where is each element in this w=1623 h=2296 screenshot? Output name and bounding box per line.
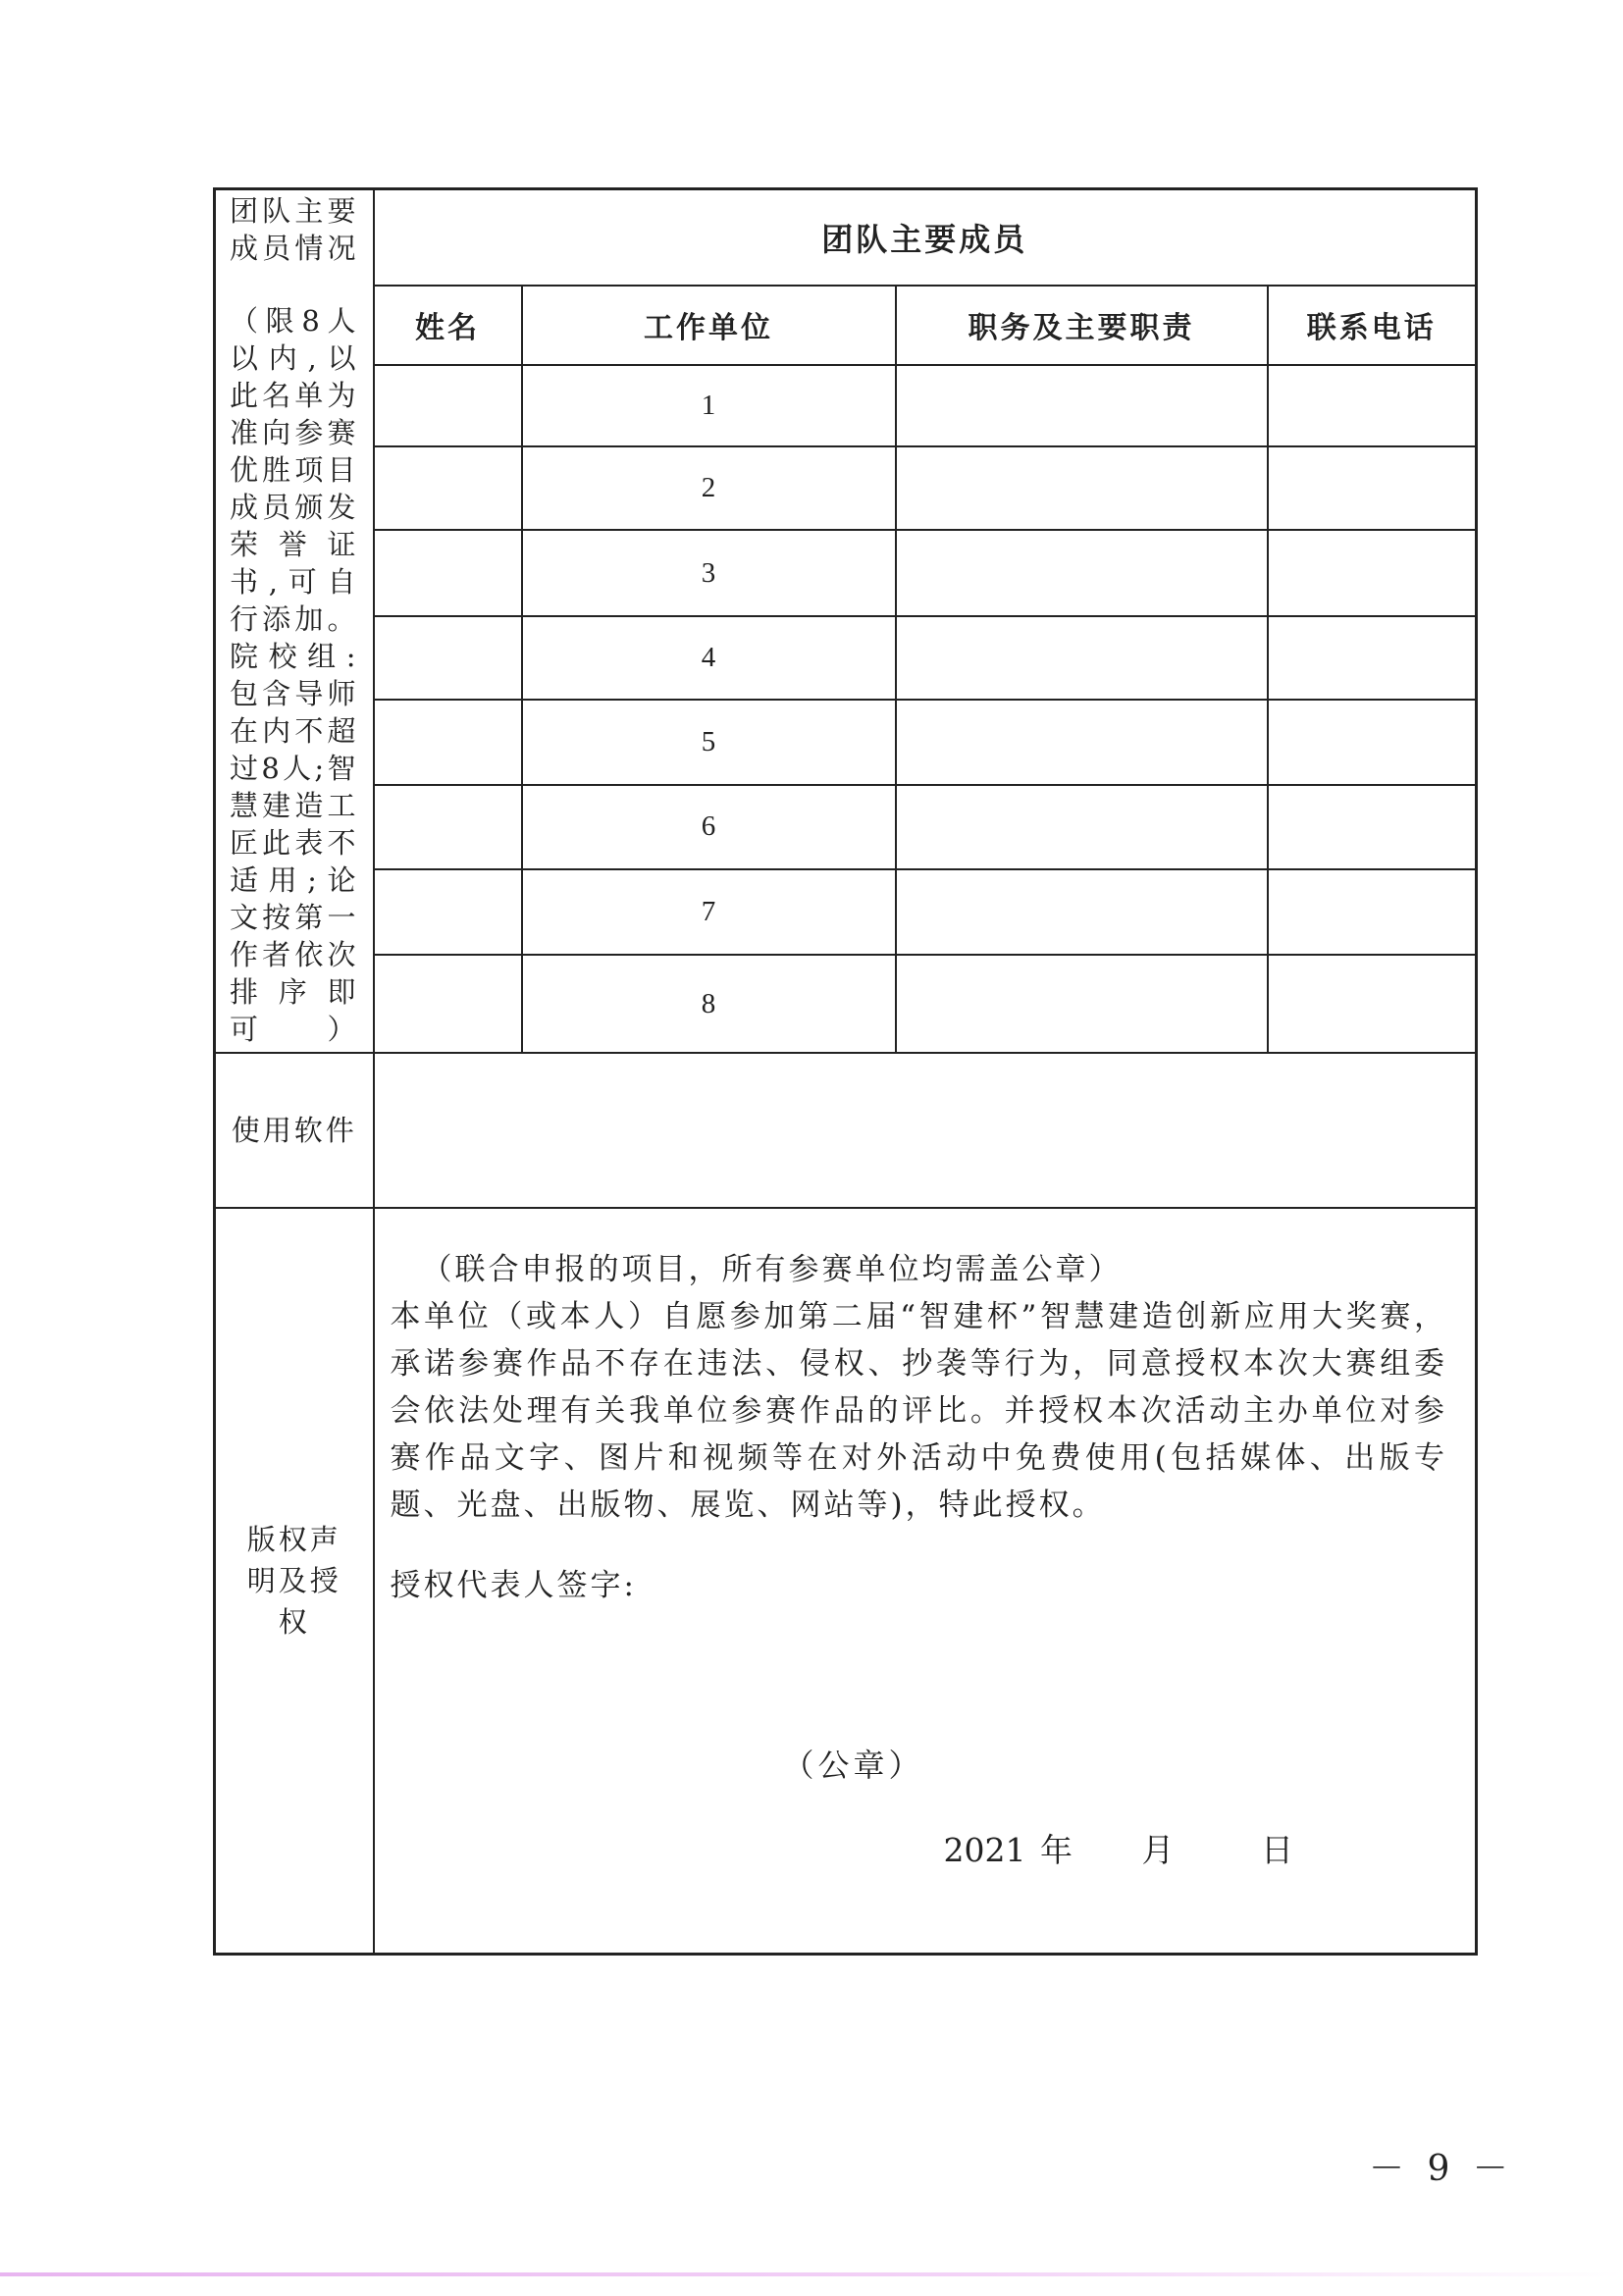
member-name-cell[interactable]: [374, 446, 522, 530]
table-row: [215, 446, 1477, 530]
software-label: 使用软件: [215, 1053, 374, 1208]
member-duty-cell[interactable]: [896, 616, 1268, 700]
member-duty-cell[interactable]: [896, 365, 1268, 446]
application-form-table: [213, 187, 1478, 1956]
table-row: [215, 530, 1477, 616]
member-name-cell[interactable]: [374, 955, 522, 1053]
member-index: 3: [522, 530, 896, 616]
table-row: [215, 700, 1477, 784]
member-name-cell[interactable]: [374, 785, 522, 869]
member-phone-cell[interactable]: [1268, 530, 1477, 616]
table-row: [215, 365, 1477, 446]
team-side-label-cell: [215, 189, 374, 1054]
member-index: 1: [522, 365, 896, 446]
member-name-cell[interactable]: [374, 616, 522, 700]
table-row: [215, 616, 1477, 700]
member-phone-cell[interactable]: [1268, 955, 1477, 1053]
date-day-char: 日: [1260, 1831, 1293, 1869]
member-name-cell[interactable]: [374, 700, 522, 784]
col-header-unit: 工作单位: [522, 286, 896, 365]
member-index: 7: [522, 869, 896, 956]
col-header-phone: 联系电话: [1268, 286, 1477, 365]
copyright-statement-block: [375, 1246, 1476, 1609]
table-row: [215, 869, 1477, 956]
date-line: [944, 1825, 1293, 1871]
member-name-cell[interactable]: [374, 530, 522, 616]
date-year-char: 年: [1039, 1831, 1073, 1869]
member-duty-cell[interactable]: [896, 700, 1268, 784]
member-phone-cell[interactable]: [1268, 446, 1477, 530]
copyright-statement: 本单位（或本人）自愿参加第二届“智建杯”智慧建造创新应用大奖赛，承诺参赛作品不存在违法、侵权、抄袭等行为，同意授权本次大赛组委会依法处理有关我单位参赛作品的评比。并授权本次活动主办单位对参赛作品文字、图片和视频等在对外活动中免费使用(包括媒体、出版专题、光盘、出版物、展览、网站等)，特此授权。: [390, 1299, 1448, 1523]
member-duty-cell[interactable]: [896, 869, 1268, 956]
member-phone-cell[interactable]: [1268, 616, 1477, 700]
member-name-cell[interactable]: [374, 365, 522, 446]
member-phone-cell[interactable]: [1268, 869, 1477, 956]
date-year: 2021: [943, 1831, 1026, 1869]
member-phone-cell[interactable]: [1268, 785, 1477, 869]
official-seal-label: （公章）: [782, 1747, 924, 1784]
member-index: 4: [522, 616, 896, 700]
copyright-content-cell: [374, 1208, 1477, 1954]
signature-label: 授权代表人签字:: [390, 1568, 637, 1603]
member-phone-cell[interactable]: [1268, 365, 1477, 446]
member-index: 5: [522, 700, 896, 784]
member-index: 6: [522, 785, 896, 869]
member-phone-cell[interactable]: [1268, 700, 1477, 784]
page-edge-divider: [0, 2272, 1623, 2276]
page-number: － 9 －: [1369, 2149, 1514, 2189]
member-index: 8: [522, 955, 896, 1053]
member-duty-cell[interactable]: [896, 955, 1268, 1053]
table-row: [215, 785, 1477, 869]
team-table-title: 团队主要成员: [374, 189, 1477, 286]
col-header-name: 姓名: [374, 286, 522, 365]
team-side-label-note: （限8人以内,以此名单为准向参赛优胜项目成员颁发荣誉证书,可自行添加。院校组:包含导师在内不超过8人;智慧建造工匠此表不适用;论文按第一作者依次排序即可）: [230, 304, 359, 1046]
member-duty-cell[interactable]: [896, 446, 1268, 530]
member-index: 2: [522, 446, 896, 530]
col-header-duty: 职务及主要职责: [896, 286, 1268, 365]
joint-application-note: （联合申报的项目，所有参赛单位均需盖公章）: [421, 1252, 1123, 1287]
date-month-char: 月: [1141, 1831, 1175, 1869]
table-row: [215, 955, 1477, 1053]
team-side-label-title: 团队主要成员情况: [230, 194, 359, 265]
software-input-cell[interactable]: [374, 1053, 1477, 1208]
member-name-cell[interactable]: [374, 869, 522, 956]
member-duty-cell[interactable]: [896, 785, 1268, 869]
member-duty-cell[interactable]: [896, 530, 1268, 616]
copyright-label: 版权声明及授权: [215, 1208, 374, 1954]
